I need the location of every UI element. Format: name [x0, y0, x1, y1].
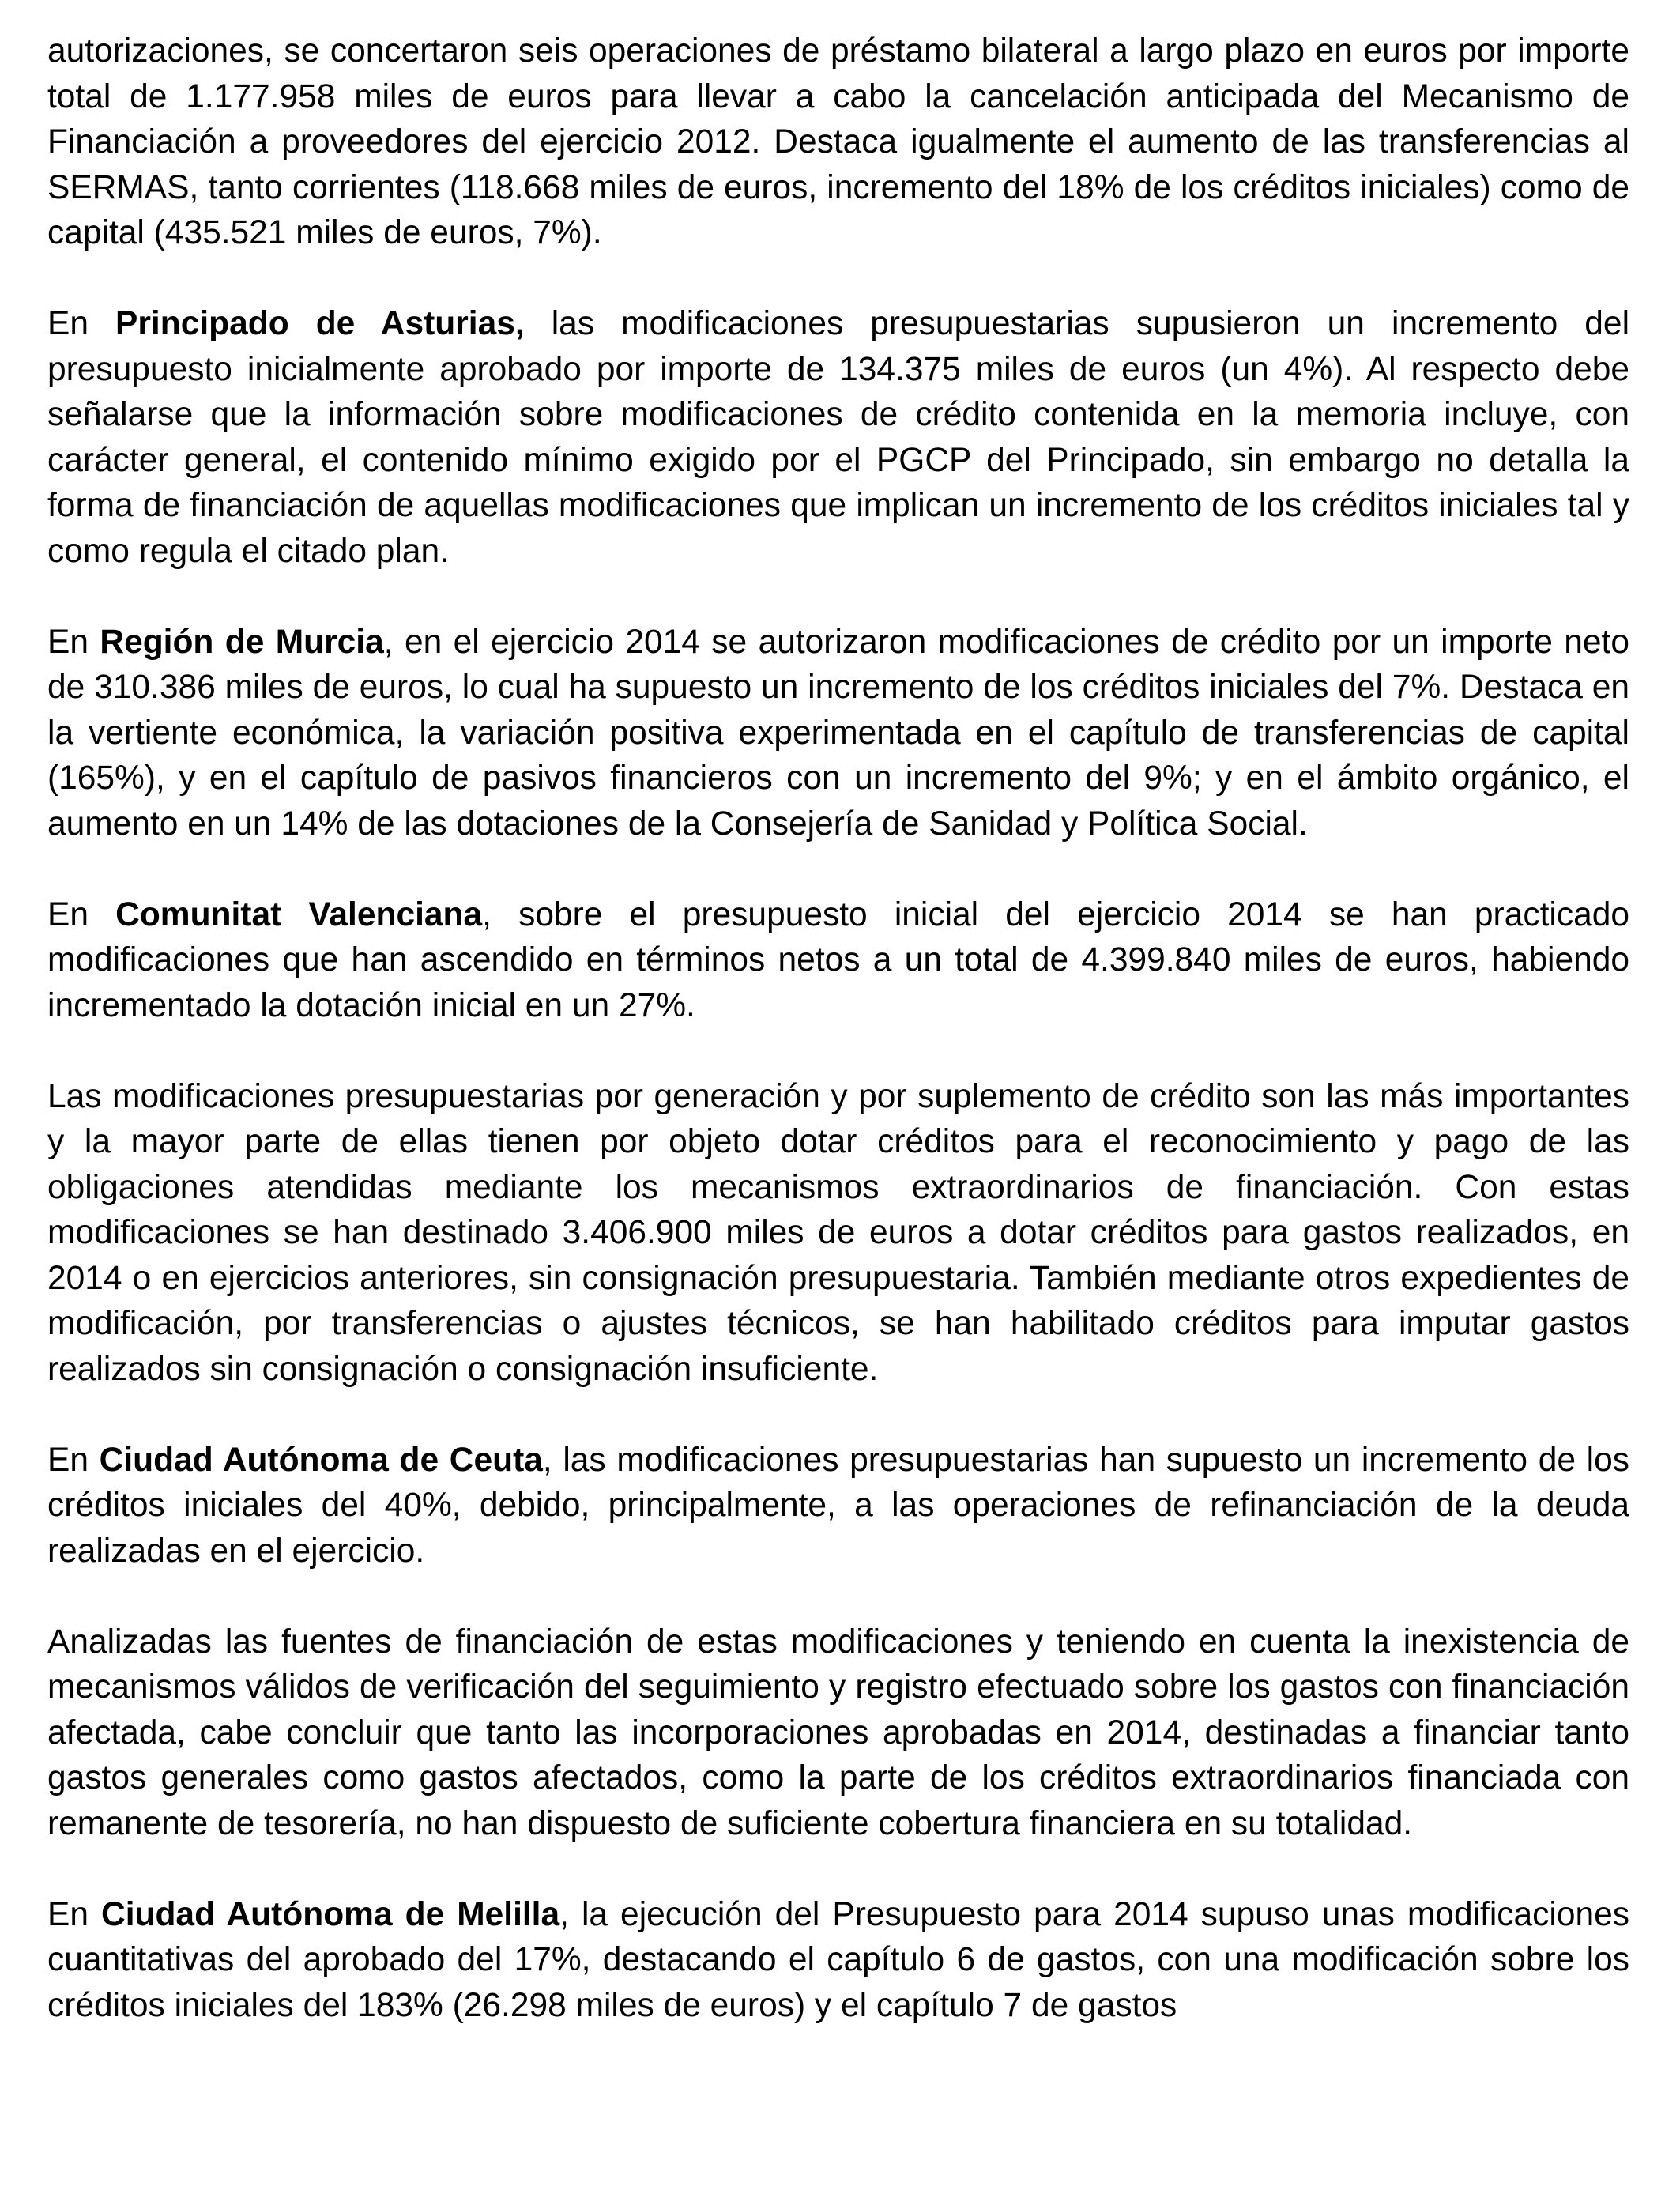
region-name-asturias: Principado de Asturias,: [115, 305, 525, 342]
paragraph-text: , las modificaciones presupuestarias han supuesto un incremento de los créditos iniciales del 40%, debido, principalmente, a las operaciones de refinanciación de la deuda realizadas en el ejercicio.: [47, 1441, 1629, 1570]
paragraph-murcia: [47, 620, 1629, 847]
paragraph-lead: En: [47, 1441, 100, 1479]
paragraph-text: Analizadas las fuentes de financiación de estas modificaciones y teniendo en cuenta la inexistencia de mecanismos válidos de verificación del seguimiento y registro efectuado sobre los gastos con financiación afectada, cabe concluir que tanto las incorporaciones aprobadas en 2014, destinadas a financiar tanto gastos generales como gastos afectados, como la parte de los créditos extraordinarios financiada con remanente de tesorería, no han dispuesto de suficiente cobertura financiera en su totalidad.: [47, 1623, 1629, 1842]
paragraph-text: , sobre el presupuesto inicial del ejercicio 2014 se han practicado modificaciones que han ascendido en términos netos a un total de 4.399.840 miles de euros, habiendo incrementado la dotación inicial en un 27%.: [47, 895, 1629, 1024]
paragraph-ceuta: [47, 1438, 1629, 1574]
region-name-ceuta: Ciudad Autónoma de Ceuta: [99, 1441, 543, 1479]
paragraph-text: , la ejecución del Presupuesto para 2014 supuso unas modificaciones cuantitativas del aprobado del 17%, destacando el capítulo 6 de gastos, con una modificación sobre los créditos iniciales del 183% (26.298 miles de euros) y el capítulo 7 de gastos: [47, 1895, 1630, 2024]
paragraph-lead: En: [47, 623, 100, 661]
region-name-melilla: Ciudad Autónoma de Melilla: [101, 1895, 560, 1933]
paragraph-ceuta-detail: [47, 1619, 1629, 1847]
paragraph-text: Las modificaciones presupuestarias por generación y por suplemento de crédito son las más importantes y la mayor parte de ellas tienen por objeto dotar créditos para el reconocimiento y pago de las obligaciones atendidas mediante los mecanismos extraordinarios de financiación. Con estas modificaciones se han destinado 3.406.900 miles de euros a dotar créditos para gastos realizados, en 2014 o en ejercicios anteriores, sin consignación presupuestaria. También mediante otros expedientes de modificación, por transferencias o ajustes técnicos, se han habilitado créditos para imputar gastos realizados sin consignación o consignación insuficiente.: [47, 1077, 1629, 1388]
paragraph-melilla: [47, 1892, 1629, 2029]
region-name-valenciana: Comunitat Valenciana: [115, 895, 483, 933]
paragraph-text: autorizaciones, se concertaron seis operaciones de préstamo bilateral a largo plazo en euros por importe total de 1.177.958 miles de euros para llevar a cabo la cancelación anticipada del Mecanismo de Financiación a proveedores del ejercicio 2012. Destaca igualmente el aumento de las transferencias al SERMAS, tanto corrientes (118.668 miles de euros, incremento del 18% de los créditos iniciales) como de capital (435.521 miles de euros, 7%).: [47, 32, 1629, 251]
paragraph-lead: En: [47, 895, 116, 933]
paragraph-lead: En: [47, 1895, 102, 1933]
region-name-murcia: Región de Murcia: [100, 623, 384, 661]
paragraph-text: , en el ejercicio 2014 se autorizaron modificaciones de crédito por un importe neto de 310.386 miles de euros, lo cual ha supuesto un incremento de los créditos iniciales del 7%. Destaca en la vertiente económica, la variación positiva experimentada en el capítulo de transferencias de capital (165%), y en el capítulo de pasivos financieros con un incremento del 9%; y en el ámbito orgánico, el aumento en un 14% de las dotaciones de la Consejería de Sanidad y Política Social.: [47, 623, 1629, 843]
paragraph-text: las modificaciones presupuestarias supusieron un incremento del presupuesto inicialmente aprobado por importe de 134.375 miles de euros (un 4%). Al respecto debe señalarse que la información sobre modificaciones de crédito contenida en la memoria incluye, con carácter general, el contenido mínimo exigido por el PGCP del Principado, sin embargo no detalla la forma de financiación de aquellas modificaciones que implican un incremento de los créditos iniciales tal y como regula el citado plan.: [47, 305, 1630, 570]
paragraph-valenciana-detail: [47, 1074, 1629, 1393]
paragraph-valenciana: [47, 892, 1629, 1029]
paragraph-sermas-transfers: [47, 28, 1629, 256]
paragraph-asturias: [47, 301, 1629, 574]
paragraph-lead: En: [47, 305, 116, 342]
